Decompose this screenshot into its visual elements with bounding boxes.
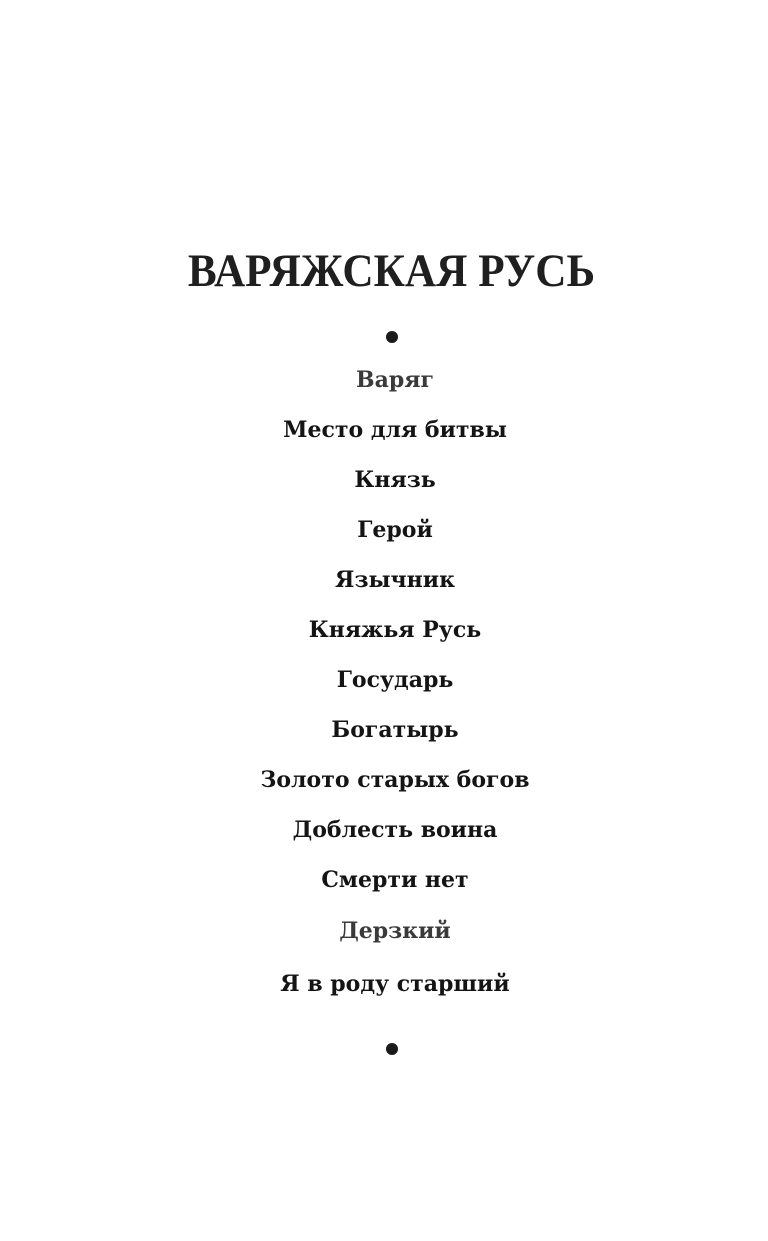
book-title-item: Князь [354, 467, 436, 493]
book-title-item: Доблесть воина [292, 817, 498, 843]
book-title-item: Княжья Русь [308, 617, 482, 643]
series-title: ВАРЯЖСКАЯ РУСЬ [187, 245, 596, 297]
book-title-item: Золото старых богов [260, 767, 530, 793]
bottom-bullet-ornament [386, 1043, 398, 1055]
book-title-item: Богатырь [331, 717, 459, 743]
book-title-item: Я в роду старший [280, 971, 510, 997]
book-title-item: Государь [336, 667, 454, 693]
book-title-item: Дерзкий [339, 918, 451, 944]
book-title-item: Место для битвы [283, 417, 507, 443]
book-title-item: Герой [357, 517, 433, 543]
top-bullet-ornament [386, 331, 398, 343]
book-title-item: Язычник [335, 567, 455, 593]
book-title-item: Варяг [356, 367, 434, 393]
book-title-item: Смерти нет [321, 867, 469, 893]
